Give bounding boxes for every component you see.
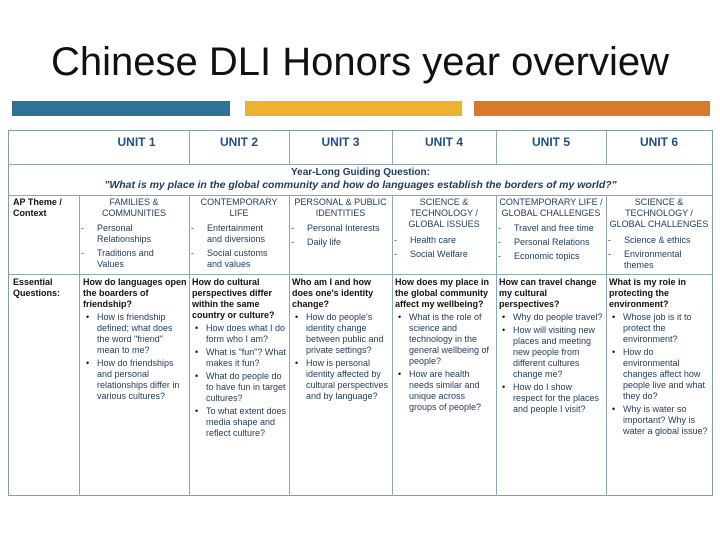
sub-question: • How is friendship defined; what does the word "friend" mean to me?	[83, 312, 187, 356]
col-divider	[606, 195, 607, 496]
context-list: - Personal Interests - Daily life	[291, 223, 380, 247]
theme-line: IDENTITIES	[315, 208, 366, 218]
context-item: Travel and free time	[514, 223, 594, 233]
sub-question: • To what extent does media shape and reflect culture?	[192, 406, 287, 439]
context-item: Relationships	[97, 234, 152, 244]
accent-bar-orange	[474, 101, 710, 116]
context-list: - Science & ethics - Environmental themes	[608, 235, 691, 270]
row-label-line: Essential	[13, 277, 53, 287]
context-item: Daily life	[307, 237, 342, 247]
theme-line: GLOBAL CHALLENGES	[609, 219, 709, 229]
essential-question-cell	[609, 277, 710, 439]
context-item: and diversions	[207, 234, 266, 244]
essential-question-cell	[83, 277, 187, 404]
row-divider	[9, 164, 712, 165]
theme-heading	[498, 197, 604, 219]
context-item: Traditions and	[97, 248, 154, 258]
theme-line: SCIENCE &	[419, 197, 469, 207]
essential-question: How do languages open the boarders of friendship?	[83, 277, 187, 309]
context-list: - Health care - Social Welfare	[394, 235, 468, 259]
context-item: and values	[207, 259, 251, 269]
row-label-line: AP Theme /	[13, 197, 62, 207]
context-item: Personal Interests	[307, 223, 380, 233]
essential-question-cell	[395, 277, 494, 415]
context-list: - Travel and free time - Personal Relations - Economic topics	[498, 223, 594, 261]
theme-line: COMMUNITIES	[102, 208, 166, 218]
sub-question: • How will visiting new places and meeting new people from different cultures change me?	[499, 325, 604, 380]
essential-question-cell	[292, 277, 390, 404]
theme-line: TECHNOLOGY /	[625, 208, 693, 218]
row-label-questions	[13, 277, 60, 299]
essential-question: Who am I and how does one's identity change?	[292, 277, 374, 309]
sub-question: • Whose job is it to protect the environment?	[609, 312, 710, 345]
essential-question: How do cultural perspectives differ within the same country or culture?	[192, 277, 275, 320]
context-list: - Entertainment and diversions - Social customs and values	[191, 223, 268, 269]
theme-heading	[608, 197, 710, 230]
theme-heading	[291, 197, 390, 219]
sub-question: • How does what I do form who I am?	[192, 323, 287, 345]
col-divider	[79, 195, 80, 496]
essential-question-cell	[499, 277, 604, 417]
unit-header: UNIT 2	[219, 135, 258, 149]
sub-question: • Why is water so important? Why is water a global issue?	[609, 404, 710, 437]
sub-question: • Why do people travel?	[499, 312, 604, 323]
context-item: Social Welfare	[410, 249, 468, 259]
essential-question: How does my place in the global community affect my wellbeing?	[395, 277, 490, 309]
accent-bar-blue	[12, 101, 230, 116]
theme-line: PERSONAL & PUBLIC	[294, 197, 387, 207]
sub-question: • How do environmental changes affect how people live and what they do?	[609, 347, 710, 402]
context-item: Values	[97, 259, 124, 269]
row-label-line: Context	[13, 208, 47, 218]
context-item: Entertainment	[207, 223, 264, 233]
unit-header: UNIT 5	[531, 135, 570, 149]
unit-header: UNIT 3	[321, 135, 360, 149]
sub-question: • How do friendships and personal relationships differ in various cultures?	[83, 358, 187, 402]
theme-line: SCIENCE &	[634, 197, 684, 207]
col-divider	[496, 195, 497, 496]
guiding-question-label: Year-Long Guiding Question:	[291, 167, 430, 178]
context-item: Health care	[410, 235, 457, 245]
context-item: Social customs	[207, 248, 268, 258]
theme-line: LIFE	[229, 208, 249, 218]
sub-question: • How do I show respect for the places and people I visit?	[499, 382, 604, 415]
col-divider	[189, 195, 190, 496]
sub-question: • What is the role of science and technology in the general wellbeing of people?	[395, 312, 494, 367]
sub-question: • How is personal identity affected by cultural perspectives and by language?	[292, 358, 390, 402]
guiding-question-text: "What is my place in the global community and how do languages establish the borders of my world?"	[104, 179, 617, 191]
theme-heading	[394, 197, 494, 230]
col-divider	[392, 195, 393, 496]
theme-heading	[81, 197, 187, 219]
sub-question: • How do people's identity change between public and private settings?	[292, 312, 390, 356]
sub-question: • What is "fun"? What makes it fun?	[192, 347, 287, 369]
unit-header: UNIT 4	[424, 135, 463, 149]
context-item: themes	[624, 260, 654, 270]
sub-question: • What do people do to have fun in target cultures?	[192, 371, 287, 404]
context-item: Economic topics	[514, 251, 580, 261]
context-item: Science & ethics	[624, 235, 691, 245]
sub-question: • How are health needs similar and unique across groups of people?	[395, 369, 494, 413]
overview-table	[8, 130, 713, 496]
theme-line: TECHNOLOGY /	[410, 208, 478, 218]
theme-heading	[191, 197, 287, 219]
col-divider	[289, 195, 290, 496]
unit-header: UNIT 1	[117, 135, 156, 149]
context-item: Personal Relations	[514, 237, 590, 247]
essential-question-cell	[192, 277, 287, 441]
context-list: - Personal Relationships - Traditions and Values	[81, 223, 154, 269]
slide-title: Chinese DLI Honors year overview	[50, 40, 670, 84]
unit-header: UNIT 6	[639, 135, 678, 149]
row-label-line: Questions:	[13, 288, 61, 298]
theme-line: GLOBAL CHALLENGES	[501, 208, 601, 218]
theme-line: CONTEMPORARY	[200, 197, 278, 207]
theme-line: FAMILIES &	[109, 197, 159, 207]
essential-question: What is my role in protecting the environment?	[609, 277, 687, 309]
row-label-theme	[13, 197, 62, 219]
theme-line: CONTEMPORARY LIFE /	[499, 197, 603, 207]
theme-line: GLOBAL ISSUES	[408, 219, 480, 229]
context-item: Environmental	[624, 249, 682, 259]
context-item: Personal	[97, 223, 133, 233]
essential-question: How can travel change my cultural perspectives?	[499, 277, 597, 309]
accent-bar-yellow	[245, 101, 462, 116]
